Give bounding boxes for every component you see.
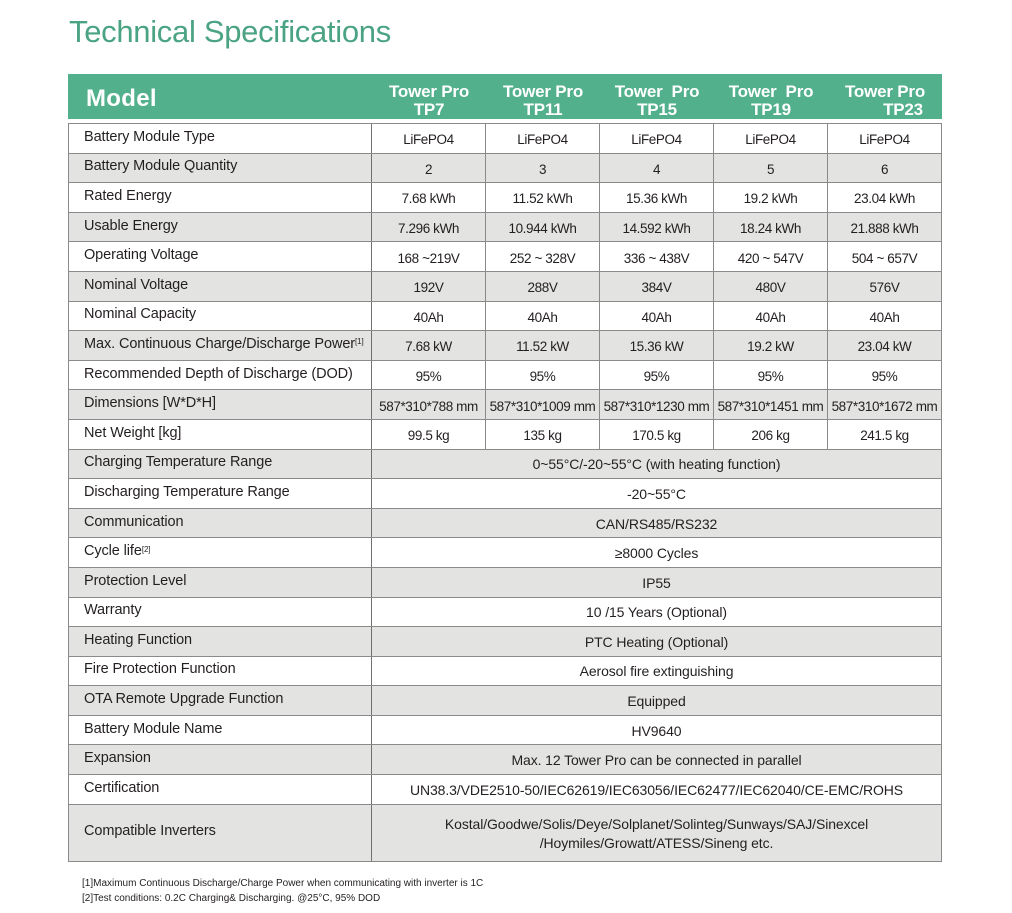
shared-value: PTC Heating (Optional) — [584, 633, 729, 650]
row-label — [69, 627, 372, 656]
row-label-text: Battery Module Type — [84, 128, 215, 145]
table-cell: 252 ~ 328V — [486, 242, 600, 271]
row-label-text: Battery Module Quantity — [84, 158, 238, 175]
table-cell: 5 — [714, 154, 828, 183]
table-row — [69, 686, 941, 716]
row-label — [69, 538, 372, 567]
table-row — [69, 331, 941, 361]
shared-value: HV9640 — [631, 722, 682, 739]
table-cell: 21.888 kWh — [850, 221, 919, 237]
row-label-text: Dimensions [W*D*H] — [84, 395, 216, 412]
table-cell: 480V — [714, 272, 828, 301]
table-row — [69, 479, 941, 509]
row-label — [69, 775, 372, 804]
table-row — [69, 154, 941, 184]
shared-value: 10 /15 Years (Optional) — [586, 604, 727, 621]
footnote: [2]Test conditions: 0.2C Charging& Discharging. @25°C, 95% DOD — [82, 893, 381, 904]
table-cell: 11.52 kWh — [486, 183, 600, 212]
row-label-text: OTA Remote Upgrade Function — [84, 691, 284, 708]
table-row — [69, 805, 941, 861]
row-label-text: Warranty — [84, 602, 142, 619]
table-row — [69, 450, 941, 480]
row-label — [69, 154, 372, 183]
table-cell: 576V — [869, 280, 900, 296]
row-label — [69, 716, 372, 745]
footnotes — [82, 876, 483, 906]
table-cell: 288V — [486, 272, 600, 301]
row-label-text: Recommended Depth of Discharge (DOD) — [84, 365, 353, 382]
table-cell: 384V — [600, 272, 714, 301]
shared-value: UN38.3/VDE2510-50/IEC62619/IEC63056/IEC62477/IEC62040/CE-EMC/ROHS — [409, 781, 904, 798]
table-cell: 2 — [372, 154, 486, 183]
row-label — [69, 361, 372, 390]
table-row — [69, 598, 941, 628]
compatible-inverters-list — [445, 815, 868, 853]
table-row — [69, 390, 941, 420]
row-label-text: Usable Energy — [84, 217, 178, 234]
row-label — [69, 183, 372, 212]
row-label — [69, 686, 372, 715]
model-header: Model — [86, 85, 157, 112]
shared-value: IP55 — [642, 574, 671, 591]
shared-value: CAN/RS485/RS232 — [595, 515, 718, 532]
table-header — [68, 74, 942, 123]
table-cell: 587*310*1230 mm — [600, 390, 714, 419]
table-cell: 14.592 kWh — [600, 213, 714, 242]
table-cell: 7.296 kWh — [372, 213, 486, 242]
row-label-text: Operating Voltage — [84, 247, 199, 264]
model-name: Tower Pro — [502, 82, 584, 101]
row-label — [69, 124, 372, 153]
table-row — [69, 124, 941, 154]
row-label — [69, 598, 372, 627]
row-label-text: Nominal Capacity — [84, 306, 197, 323]
row-label-text: Charging Temperature Range — [84, 454, 273, 471]
row-label-text: Certification — [84, 779, 160, 796]
table-cell: 168 ~219V — [372, 242, 486, 271]
row-label-text: Communication — [84, 513, 184, 530]
table-row — [69, 509, 941, 539]
row-label — [69, 302, 372, 331]
table-cell: 95% — [486, 361, 600, 390]
compatible-line: Kostal/Goodwe/Solis/Deye/Solplanet/Solinteg/Sunways/SAJ/Sinexcel — [444, 815, 869, 832]
table-cell: 40Ah — [486, 302, 600, 331]
table-row — [69, 716, 941, 746]
table-cell: 170.5 kg — [600, 420, 714, 449]
model-column-header — [486, 74, 600, 119]
row-label — [69, 568, 372, 597]
row-label-text: Heating Function — [84, 631, 193, 648]
table-cell: 19.2 kW — [714, 331, 828, 360]
model-name: Tower Pro — [728, 82, 814, 101]
row-label — [69, 805, 372, 861]
table-cell: 192V — [372, 272, 486, 301]
table-cell: 587*310*1451 mm — [714, 390, 828, 419]
model-name: Tower Pro — [844, 82, 926, 101]
table-row — [69, 272, 941, 302]
table-cell: 95% — [871, 369, 898, 385]
compatible-line: /Hoymiles/Growatt/ATESS/Sineng etc. — [539, 834, 774, 851]
table-cell: 587*310*788 mm — [372, 390, 486, 419]
table-cell: 587*310*1672 mm — [831, 398, 938, 414]
table-cell: 40Ah — [869, 309, 900, 325]
row-label-text: Battery Module Name — [84, 720, 223, 737]
table-cell: 7.68 kW — [372, 331, 486, 360]
shared-value: -20~55°C — [627, 485, 686, 502]
table-cell: LiFePO4 — [486, 124, 600, 153]
table-cell: 15.36 kWh — [600, 183, 714, 212]
model-column-header — [828, 74, 942, 119]
model-column-header — [714, 74, 828, 119]
table-cell: 11.52 kW — [486, 331, 600, 360]
table-row — [69, 361, 941, 391]
model-column-header — [600, 74, 714, 119]
table-cell: 336 ~ 438V — [600, 242, 714, 271]
footnote-ref: [2] — [141, 544, 151, 554]
table-row — [69, 213, 941, 243]
spec-table — [68, 74, 942, 862]
row-label — [69, 272, 372, 301]
table-cell: 95% — [600, 361, 714, 390]
table-row — [69, 183, 941, 213]
table-cell: 40Ah — [600, 302, 714, 331]
model-column-header — [372, 74, 486, 119]
row-label-text: Expansion — [84, 750, 151, 767]
shared-value: Aerosol fire extinguishing — [579, 663, 734, 680]
row-label-text: Net Weight [kg] — [84, 424, 182, 441]
table-cell: LiFePO4 — [859, 132, 910, 148]
table-cell: LiFePO4 — [600, 124, 714, 153]
table-body — [68, 123, 942, 862]
table-row — [69, 568, 941, 598]
table-cell: 420 ~ 547V — [714, 242, 828, 271]
table-cell: 504 ~ 657V — [851, 250, 918, 266]
row-label-text: Discharging Temperature Range — [84, 483, 290, 500]
shared-value: 0~55°C/-20~55°C (with heating function) — [532, 456, 781, 473]
row-label-text: Rated Energy — [84, 187, 172, 204]
table-cell: 23.04 kWh — [854, 191, 915, 207]
row-label — [69, 213, 372, 242]
compatible-inverters-value — [372, 805, 941, 861]
model-code: TP7 — [413, 100, 445, 119]
row-label — [69, 242, 372, 271]
footnote: [1]Maximum Continuous Discharge/Charge Power when communicating with inverter is 1C — [82, 878, 484, 889]
table-cell: LiFePO4 — [714, 124, 828, 153]
table-row — [69, 657, 941, 687]
table-cell: 95% — [372, 361, 486, 390]
shared-value: ≥8000 Cycles — [614, 545, 699, 562]
table-row — [69, 302, 941, 332]
table-cell: 95% — [714, 361, 828, 390]
row-label — [69, 509, 372, 538]
row-label — [69, 331, 372, 360]
model-code: TP15 — [637, 100, 677, 119]
table-row — [69, 420, 941, 450]
table-cell: 206 kg — [714, 420, 828, 449]
table-cell: 15.36 kW — [600, 331, 714, 360]
model-code: TP11 — [523, 100, 563, 119]
table-row — [69, 242, 941, 272]
row-label — [69, 390, 372, 419]
table-cell: 40Ah — [714, 302, 828, 331]
table-cell: 40Ah — [372, 302, 486, 331]
table-cell: 7.68 kWh — [372, 183, 486, 212]
table-cell: 241.5 kg — [860, 428, 909, 444]
table-row — [69, 627, 941, 657]
table-cell: 23.04 kW — [857, 339, 912, 355]
table-cell: 99.5 kg — [372, 420, 486, 449]
table-row — [69, 775, 941, 805]
shared-value: Equipped — [627, 693, 686, 710]
table-cell: 6 — [880, 161, 889, 177]
table-cell: 10.944 kWh — [486, 213, 600, 242]
row-label — [69, 479, 372, 508]
row-label-text: Nominal Voltage — [84, 276, 189, 293]
model-name: Tower Pro — [388, 82, 470, 101]
table-cell: 4 — [600, 154, 714, 183]
table-cell: LiFePO4 — [372, 124, 486, 153]
table-row — [69, 538, 941, 568]
table-cell: 19.2 kWh — [714, 183, 828, 212]
model-code: TP23 — [883, 100, 923, 119]
table-cell: 135 kg — [486, 420, 600, 449]
table-cell: 587*310*1009 mm — [486, 390, 600, 419]
table-cell: 18.24 kWh — [714, 213, 828, 242]
row-label — [69, 745, 372, 774]
row-label-text: Max. Continuous Charge/Discharge Power — [84, 335, 356, 352]
shared-value: Max. 12 Tower Pro can be connected in parallel — [511, 752, 802, 769]
model-name: Tower Pro — [614, 82, 700, 101]
row-label — [69, 420, 372, 449]
row-label-text: Cycle life — [84, 543, 142, 560]
row-label-text: Protection Level — [84, 572, 187, 589]
table-row — [69, 745, 941, 775]
page-title: Technical Specifications — [69, 14, 391, 49]
row-label-text: Fire Protection Function — [84, 661, 236, 678]
row-label-text: Compatible Inverters — [84, 823, 216, 840]
table-cell: 3 — [486, 154, 600, 183]
row-label — [69, 450, 372, 479]
footnote-ref: [1] — [355, 337, 364, 347]
model-code: TP19 — [751, 100, 791, 119]
row-label — [69, 657, 372, 686]
